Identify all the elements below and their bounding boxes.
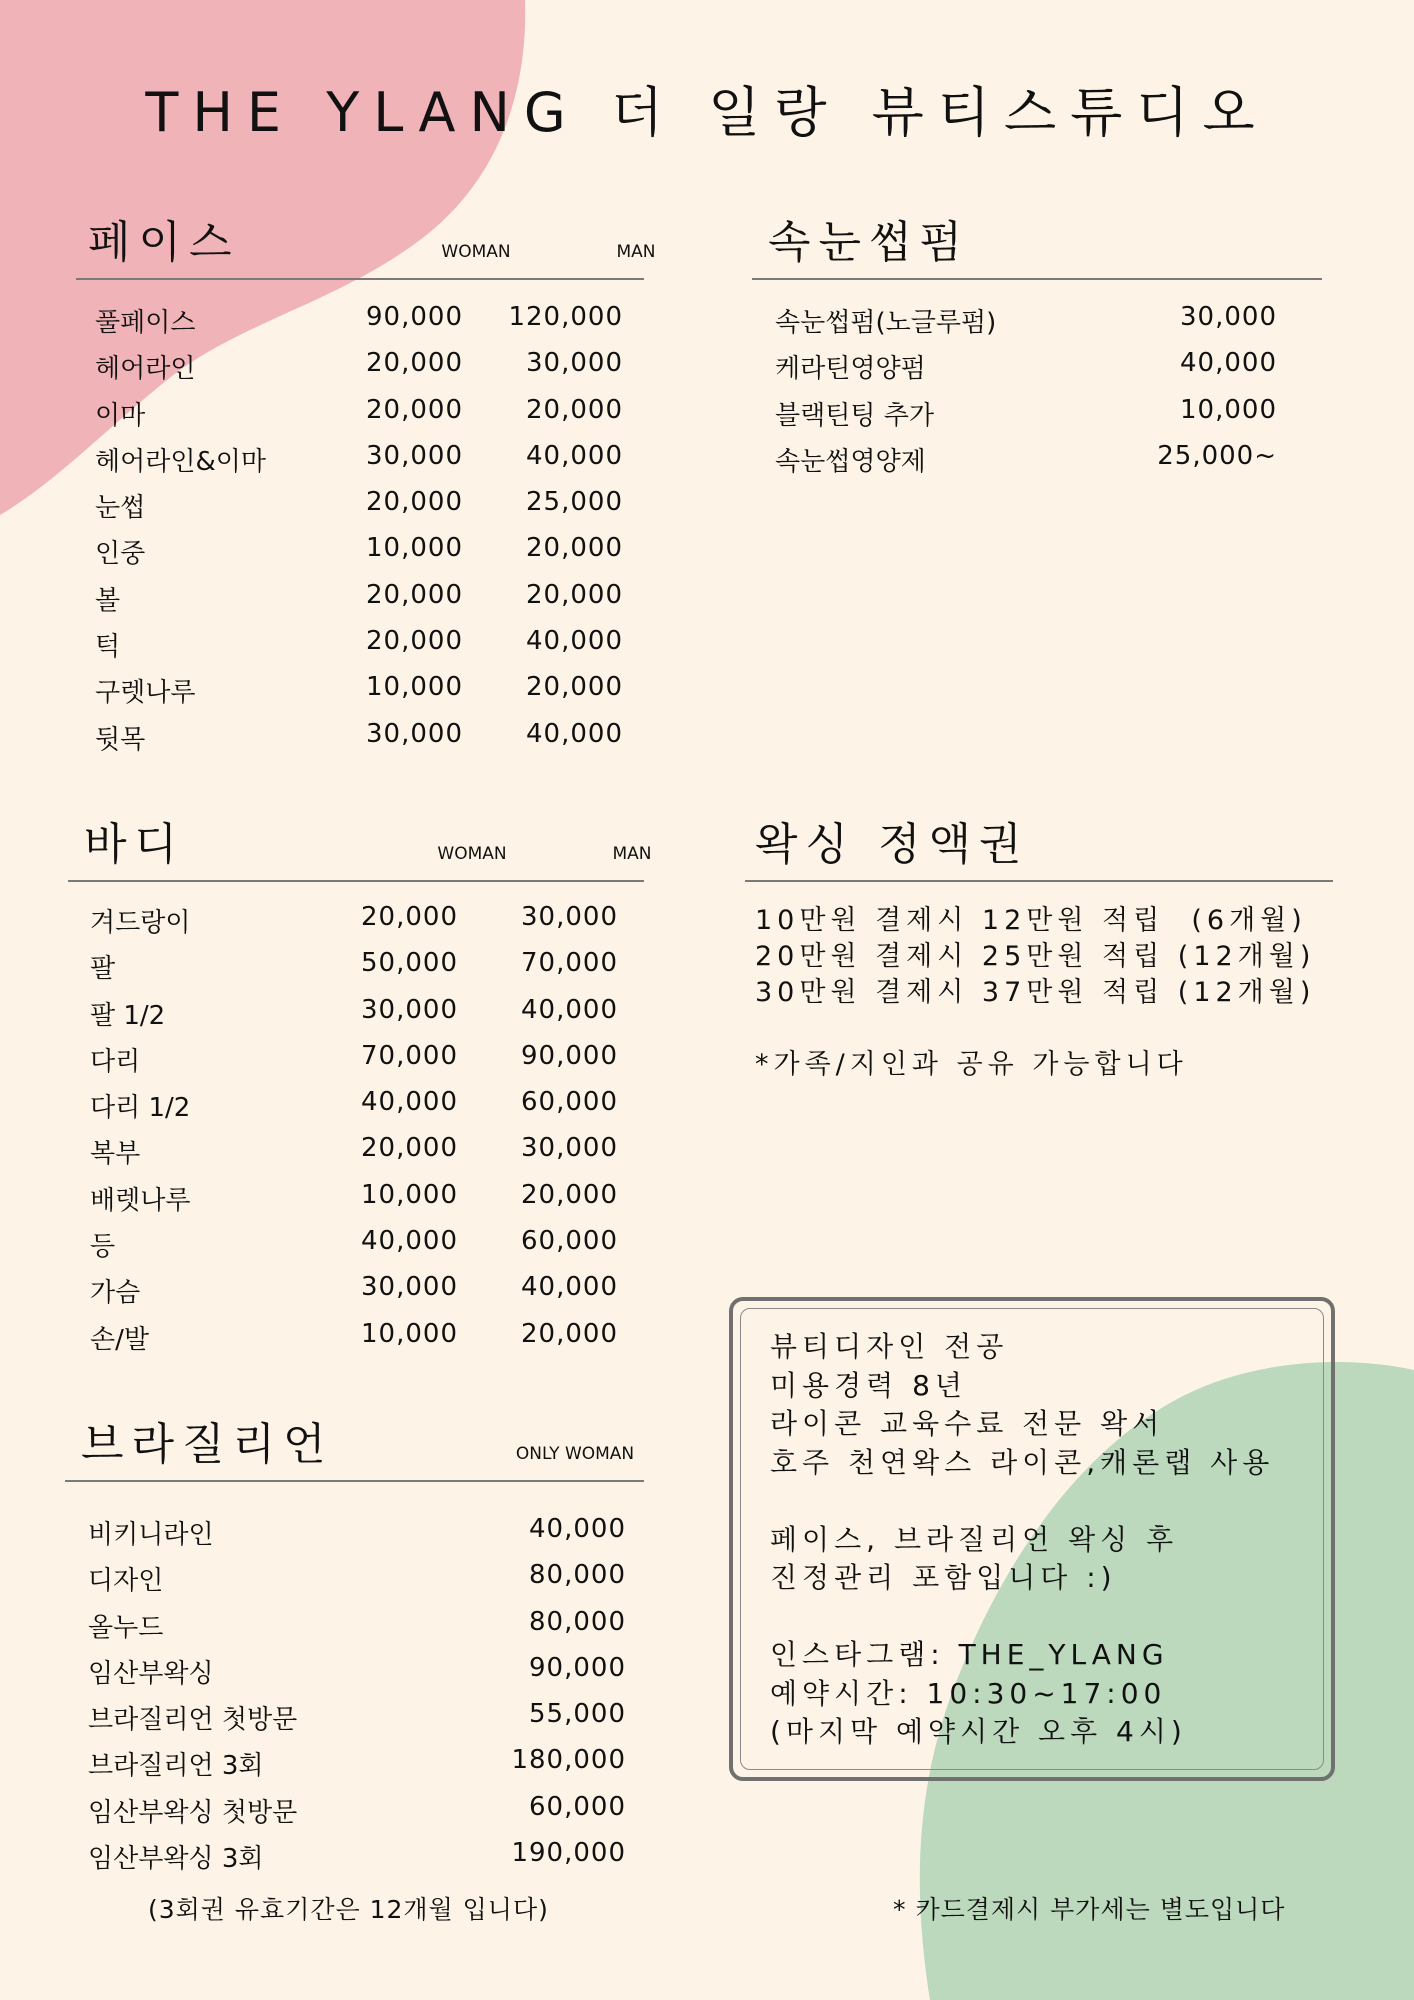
woman-price: 10,000	[361, 1318, 458, 1349]
item-name: 풀페이스	[95, 308, 196, 338]
woman-price: 30,000	[366, 718, 463, 749]
info-line: 뷰티디자인 전공	[770, 1330, 1009, 1363]
info-line: (마지막 예약시간 오후 4시)	[770, 1715, 1187, 1748]
list-item	[95, 487, 625, 533]
woman-price: 10,000	[366, 672, 463, 703]
list-item	[95, 672, 625, 718]
list-item	[775, 302, 1285, 348]
list-item	[90, 995, 630, 1041]
item-name: 헤어라인	[95, 354, 196, 385]
card-payment-note: * 카드결제시 부가세는 별도입니다	[893, 1895, 1286, 1924]
body-col-man: MAN	[612, 844, 652, 864]
price: 80,000	[529, 1606, 626, 1637]
list-item	[90, 1180, 630, 1226]
brazilian-price-list	[88, 1514, 628, 1884]
brazilian-footnote: (3회권 유효기간은 12개월 입니다)	[148, 1895, 549, 1924]
body-price-list	[90, 902, 630, 1365]
item-name: 블랙틴팅 추가	[775, 400, 934, 431]
man-price: 20,000	[526, 579, 623, 610]
price: 40,000	[529, 1514, 626, 1544]
list-item	[90, 1226, 630, 1272]
list-item	[88, 1653, 628, 1699]
item-name: 손/발	[90, 1324, 149, 1355]
item-name: 팔 1/2	[90, 1000, 166, 1031]
price: 80,000	[529, 1560, 626, 1591]
brazilian-section-header	[65, 1408, 644, 1482]
item-name: 눈썹	[95, 493, 146, 524]
brazilian-section-title: 브라질리언	[81, 1419, 334, 1470]
item-name: 임산부왁싱	[88, 1658, 214, 1689]
face-section-title: 페이스	[88, 217, 240, 268]
item-name: 가슴	[90, 1278, 141, 1309]
info-line	[770, 1598, 1274, 1637]
woman-price: 10,000	[366, 533, 463, 564]
item-name: 겨드랑이	[90, 908, 191, 938]
man-price: 30,000	[526, 348, 623, 379]
woman-price: 30,000	[366, 440, 463, 471]
list-item	[88, 1607, 628, 1653]
man-price: 70,000	[521, 948, 618, 979]
woman-price: 20,000	[361, 1133, 458, 1164]
woman-price: 70,000	[361, 1040, 458, 1071]
list-item	[88, 1838, 628, 1884]
woman-price: 20,000	[366, 579, 463, 610]
man-price: 20,000	[521, 1179, 618, 1210]
man-price: 20,000	[526, 394, 623, 425]
price: 40,000	[1180, 348, 1277, 379]
price: 180,000	[511, 1745, 626, 1776]
price: 60,000	[529, 1791, 626, 1822]
list-item	[95, 441, 625, 487]
list-item	[90, 1133, 630, 1179]
membership-line: 20만원 결제시 25만원 적립 (12개월)	[755, 941, 1316, 972]
list-item	[775, 348, 1285, 394]
item-name: 배렛나루	[90, 1185, 191, 1216]
list-item	[90, 948, 630, 994]
man-price: 60,000	[521, 1226, 618, 1257]
body-section-header	[68, 808, 652, 882]
info-line: 미용경력 8년	[770, 1368, 967, 1402]
list-item	[90, 902, 630, 948]
info-line: 예약시간: 10:30~17:00	[770, 1676, 1167, 1710]
face-col-woman: WOMAN	[441, 242, 511, 262]
item-name: 임산부왁싱 첫방문	[88, 1797, 298, 1828]
price: 10,000	[1180, 394, 1277, 425]
list-item	[95, 580, 625, 626]
man-price: 25,000	[526, 487, 623, 518]
info-lines	[770, 1328, 1274, 1752]
woman-price: 40,000	[361, 1226, 458, 1257]
woman-price: 30,000	[361, 1272, 458, 1303]
price: 30,000	[1180, 302, 1277, 332]
list-item	[775, 441, 1285, 487]
item-name: 브라질리언 3회	[88, 1751, 264, 1782]
item-name: 구렛나루	[95, 678, 196, 709]
item-name: 턱	[95, 632, 121, 663]
item-name: 브라질리언 첫방문	[88, 1705, 298, 1736]
woman-price: 20,000	[366, 348, 463, 379]
item-name: 인중	[95, 539, 146, 570]
item-name: 속눈썹펌(노글루펌)	[775, 308, 997, 338]
face-col-man: MAN	[616, 242, 656, 262]
item-name: 속눈썹영양제	[775, 446, 926, 477]
woman-price: 10,000	[361, 1179, 458, 1210]
price: 90,000	[529, 1652, 626, 1683]
info-line: 호주 천연왁스 라이콘,캐론랩 사용	[770, 1445, 1275, 1479]
item-name: 이마	[95, 400, 146, 431]
list-item	[90, 1319, 630, 1365]
item-name: 등	[90, 1232, 116, 1263]
lash-section-title: 속눈썹펌	[768, 217, 971, 268]
man-price: 40,000	[521, 1272, 618, 1303]
man-price: 30,000	[521, 1133, 618, 1164]
price: 55,000	[529, 1699, 626, 1730]
list-item	[88, 1560, 628, 1606]
info-line	[770, 1482, 1274, 1521]
woman-price: 50,000	[361, 948, 458, 979]
membership-section-title: 왁싱 정액권	[755, 819, 1030, 870]
man-price: 20,000	[521, 1318, 618, 1349]
list-item	[775, 395, 1285, 441]
woman-price: 30,000	[361, 994, 458, 1025]
woman-price: 20,000	[366, 394, 463, 425]
man-price: 20,000	[526, 533, 623, 564]
body-section-title: 바디	[84, 819, 186, 870]
man-price: 90,000	[521, 1040, 618, 1071]
list-item	[95, 626, 625, 672]
price: 25,000~	[1157, 440, 1277, 471]
item-name: 디자인	[88, 1566, 164, 1597]
info-line: 페이스, 브라질리언 왁싱 후	[770, 1522, 1179, 1556]
list-item	[95, 395, 625, 441]
woman-price: 20,000	[361, 902, 458, 932]
face-section-header	[76, 208, 656, 280]
man-price: 40,000	[526, 626, 623, 657]
item-name: 다리 1/2	[90, 1093, 191, 1124]
face-price-list	[95, 302, 625, 765]
woman-price: 40,000	[361, 1087, 458, 1118]
membership-note: *가족/지인과 공유 가능합니다	[755, 1049, 1188, 1080]
list-item	[88, 1514, 628, 1560]
item-name: 올누드	[88, 1612, 164, 1643]
price: 190,000	[511, 1838, 626, 1869]
woman-price: 20,000	[366, 487, 463, 518]
man-price: 40,000	[526, 718, 623, 749]
woman-price: 90,000	[366, 302, 463, 332]
list-item	[95, 719, 625, 765]
woman-price: 20,000	[366, 626, 463, 657]
list-item	[95, 348, 625, 394]
page-title: THE YLANG 더 일랑 뷰티스튜디오	[145, 81, 1269, 144]
man-price: 40,000	[521, 994, 618, 1025]
item-name: 다리	[90, 1046, 141, 1077]
item-name: 팔	[90, 954, 116, 985]
list-item	[88, 1792, 628, 1838]
info-line: 라이콘 교육수료 전문 왁서	[770, 1407, 1165, 1440]
lash-price-list	[775, 302, 1285, 487]
info-line: 진정관리 포함입니다 :)	[770, 1561, 1117, 1594]
list-item	[88, 1699, 628, 1745]
man-price: 120,000	[508, 302, 623, 332]
man-price: 60,000	[521, 1087, 618, 1118]
list-item	[95, 302, 625, 348]
item-name: 임산부왁싱 3회	[88, 1844, 264, 1875]
item-name: 비키니라인	[88, 1520, 214, 1550]
info-line: 인스타그램: THE_YLANG	[770, 1638, 1169, 1671]
membership-section-header	[745, 808, 1333, 882]
lash-section-header	[752, 208, 1322, 280]
item-name: 볼	[95, 585, 121, 616]
list-item	[88, 1745, 628, 1791]
list-item	[95, 533, 625, 579]
item-name: 헤어라인&이마	[95, 446, 266, 477]
list-item	[90, 1087, 630, 1133]
item-name: 케라틴영양펌	[775, 354, 926, 385]
man-price: 20,000	[526, 672, 623, 703]
membership-line: 10만원 결제시 12만원 적립 (6개월)	[755, 905, 1307, 936]
item-name: 뒷목	[95, 724, 146, 755]
membership-line: 30만원 결제시 37만원 적립 (12개월)	[755, 977, 1316, 1008]
list-item	[90, 1041, 630, 1087]
body-col-woman: WOMAN	[437, 844, 507, 864]
list-item	[90, 1272, 630, 1318]
man-price: 40,000	[526, 440, 623, 471]
brazilian-col-label: ONLY WOMAN	[515, 1444, 635, 1464]
man-price: 30,000	[521, 902, 618, 932]
item-name: 복부	[90, 1139, 141, 1170]
